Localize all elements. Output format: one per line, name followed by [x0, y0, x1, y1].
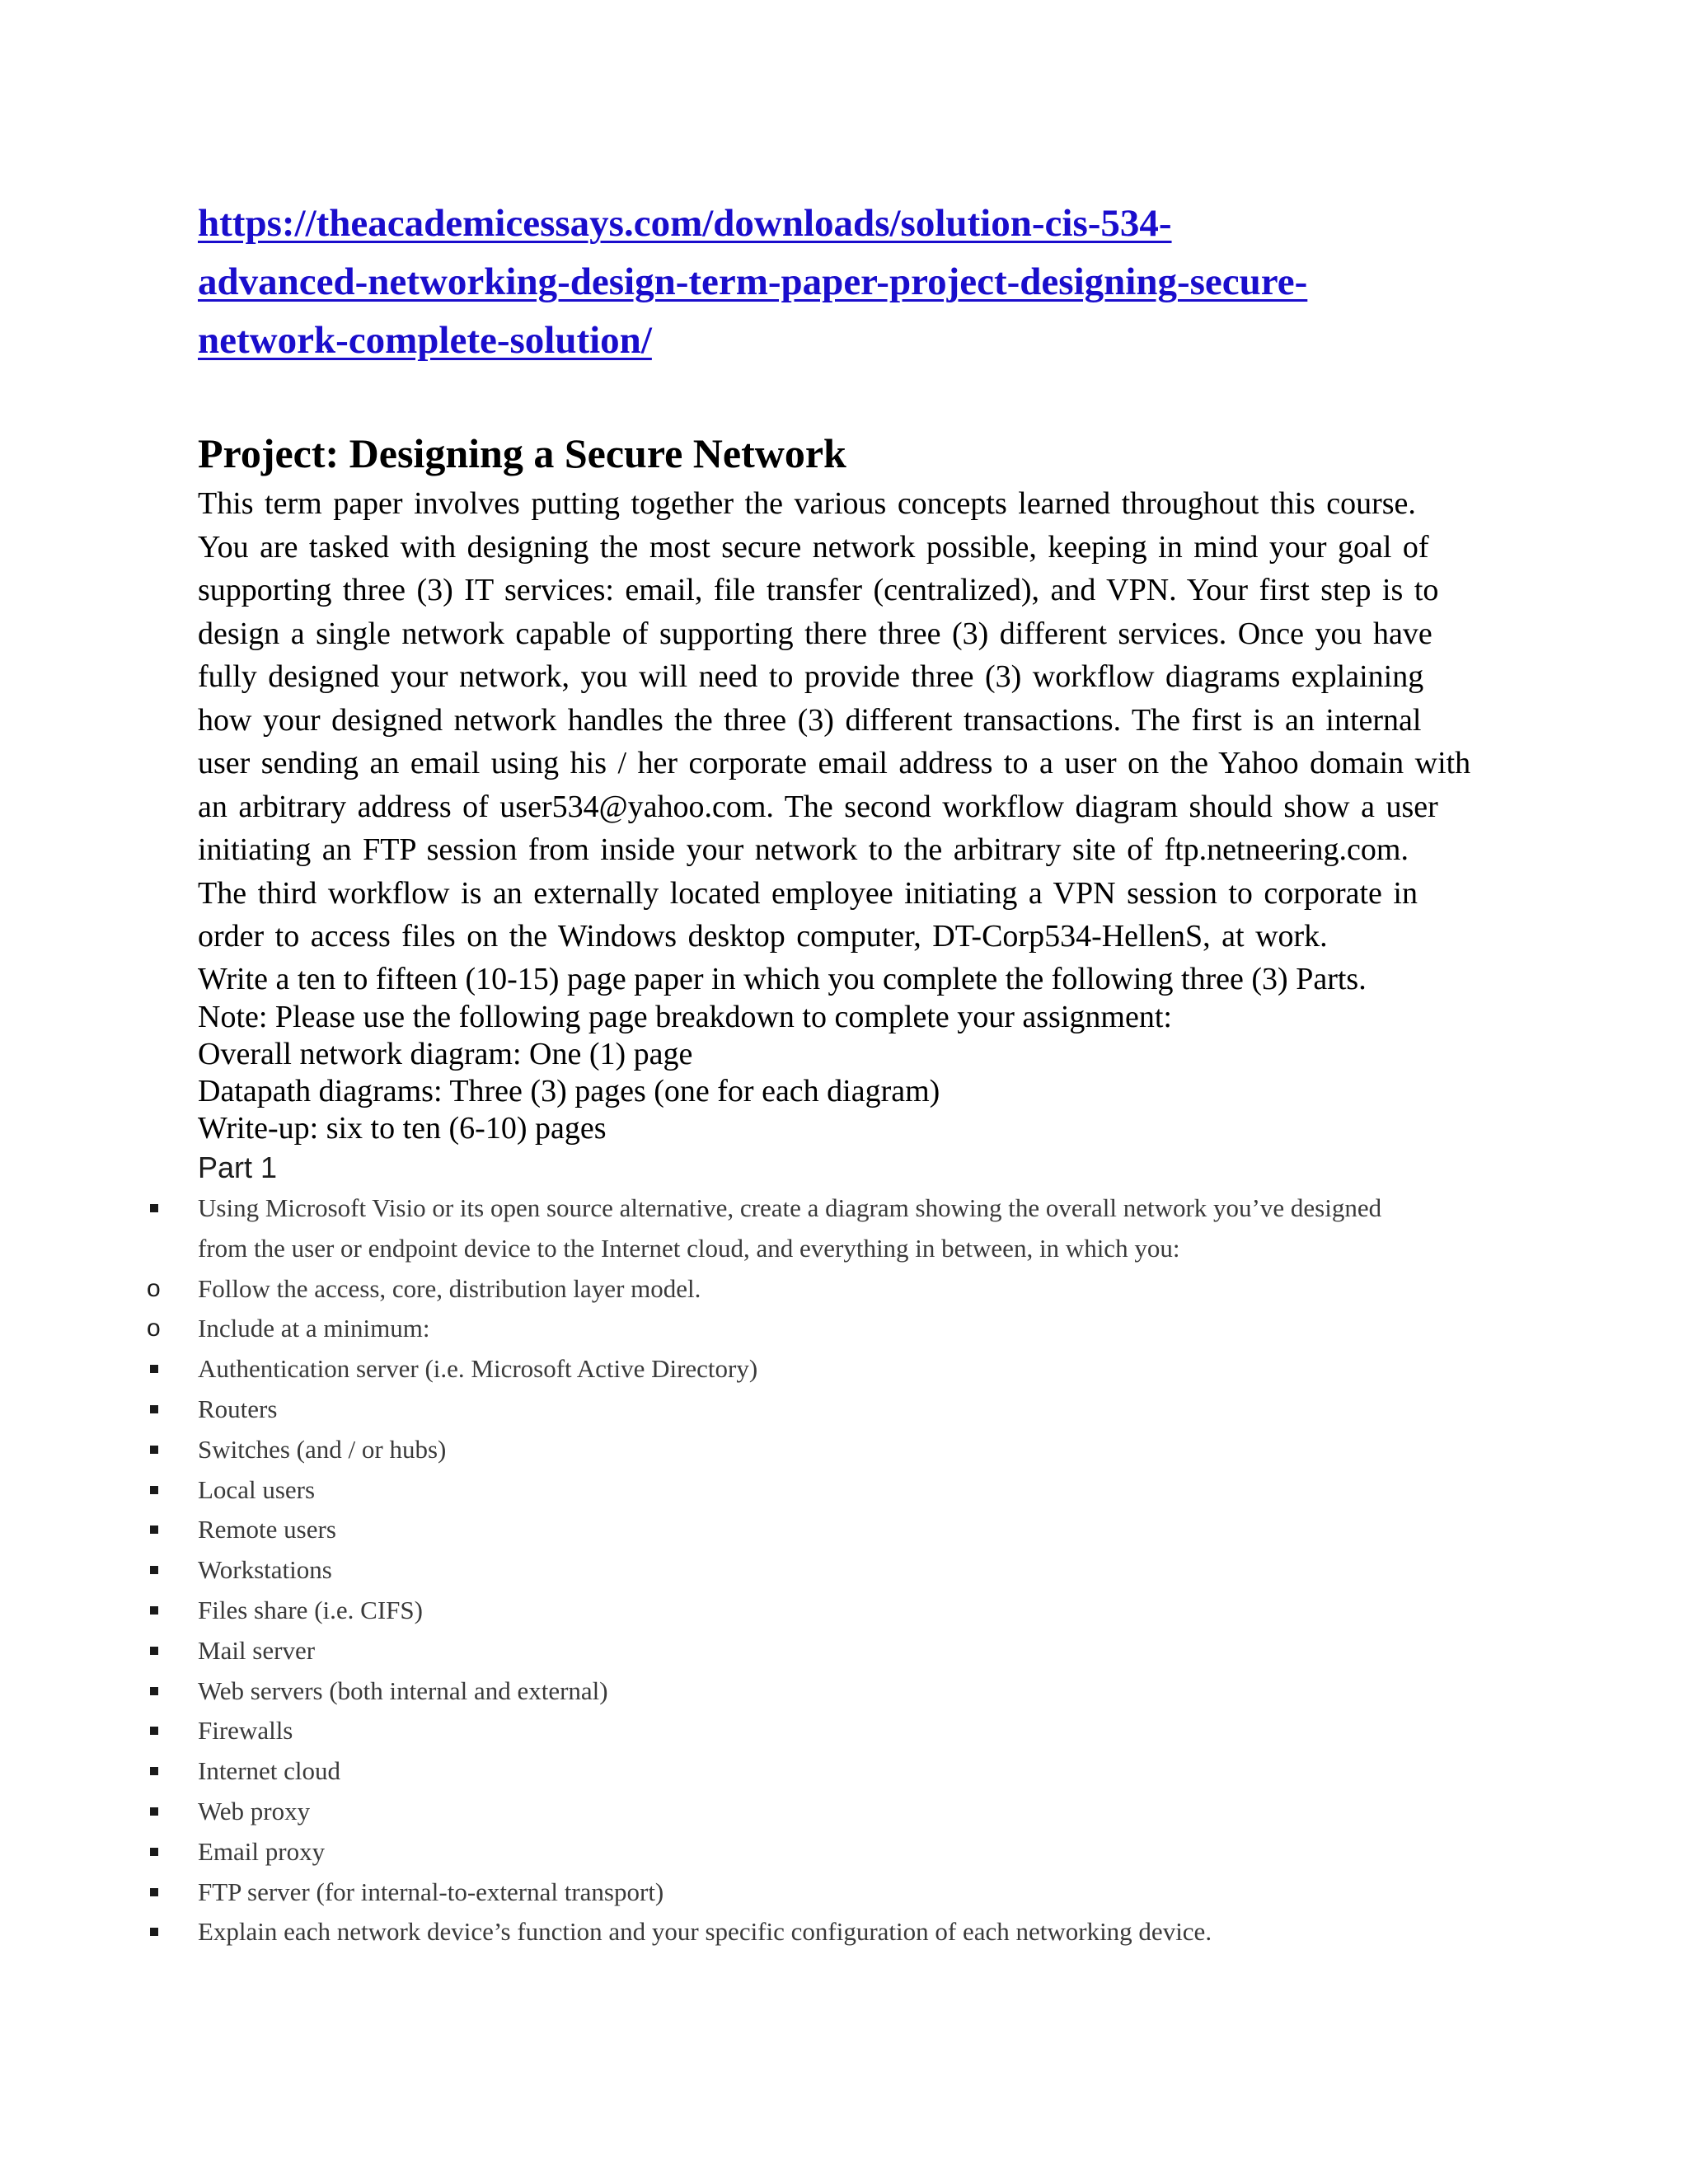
instruction-line: Overall network diagram: One (1) page: [198, 1037, 693, 1071]
list-item-text: Routers: [198, 1394, 278, 1423]
square-bullet-icon: [150, 1807, 158, 1816]
list-item-text: Firewalls: [198, 1716, 293, 1746]
list-item-text: Follow the access, core, distribution layer model.: [198, 1273, 701, 1303]
paragraph-line: fully designed your network, you will need to provide three (3) workflow diagrams explaining: [198, 659, 1424, 694]
square-bullet-icon: [150, 1687, 158, 1695]
instruction-line: Note: Please use the following page breakdown to complete your assignment:: [198, 1000, 1172, 1034]
square-bullet-icon: [150, 1848, 158, 1856]
square-bullet-icon: [150, 1647, 158, 1655]
list-item-text: Mail server: [198, 1635, 316, 1665]
list-item-text: Explain each network device’s function and your specific configuration of each networking device.: [198, 1917, 1212, 1947]
square-bullet-icon: [150, 1566, 158, 1574]
list-item-text: Email proxy: [198, 1836, 326, 1866]
square-bullet-icon: [150, 1204, 158, 1212]
intro-paragraph: [198, 482, 1484, 958]
square-bullet-icon: [150, 1365, 158, 1373]
list-item-text: Web servers (both internal and external): [198, 1675, 608, 1705]
paragraph-line: The third workflow is an externally located employee initiating a VPN session to corporate in: [198, 875, 1418, 911]
circle-bullet-icon: o: [147, 1315, 161, 1343]
square-bullet-icon: [150, 1486, 158, 1494]
paragraph-line: how your designed network handles the three (3) different transactions. The first is an internal: [198, 702, 1422, 738]
project-heading: Project: Designing a Secure Network: [198, 430, 846, 476]
source-url-line-2: advanced-networking-design-term-paper-project-designing-secure-: [198, 260, 1308, 303]
list-item-text: Workstations: [198, 1555, 332, 1585]
part-1-label: Part 1: [198, 1151, 278, 1184]
paragraph-line: user sending an email using his / her corporate email address to a user on the Yahoo domain with: [198, 746, 1471, 780]
list-item-text: Local users: [198, 1474, 316, 1504]
square-bullet-icon: [150, 1405, 158, 1413]
paragraph-line: order to access files on the Windows desktop computer, DT-Corp534-HellenS, at work.: [198, 919, 1328, 954]
list-item-text: Switches (and / or hubs): [198, 1434, 447, 1464]
square-bullet-icon: [150, 1888, 158, 1896]
paragraph-line: supporting three (3) IT services: email, file transfer (centralized), and VPN. Your first step is to: [198, 573, 1439, 607]
paragraph-line: design a single network capable of supporting there three (3) different services. Once you have: [198, 616, 1432, 651]
square-bullet-icon: [150, 1606, 158, 1615]
square-bullet-icon: [150, 1526, 158, 1534]
paragraph-line: You are tasked with designing the most secure network possible, keeping in mind your goal of: [198, 529, 1429, 565]
paragraph-line: initiating an FTP session from inside your network to the arbitrary site of ftp.netneering.com.: [198, 832, 1409, 867]
list-item-text: Include at a minimum:: [198, 1314, 430, 1343]
circle-bullet-icon: o: [147, 1274, 161, 1302]
list-item-text: Remote users: [198, 1515, 336, 1544]
source-url-link[interactable]: [198, 194, 1500, 370]
source-url-line-1: https://theacademicessays.com/downloads/solution-cis-534-: [198, 202, 1172, 245]
list-item-text: Internet cloud: [198, 1756, 341, 1786]
list-item-text-continued: from the user or endpoint device to the Internet cloud, and everything in between, in which you:: [198, 1233, 1180, 1263]
list-item-text: FTP server (for internal-to-external transport): [198, 1877, 664, 1906]
assignment-instructions: [198, 959, 1367, 1147]
square-bullet-icon: [150, 1928, 158, 1936]
list-item-text: Authentication server (i.e. Microsoft Active Directory): [198, 1354, 758, 1384]
list-item-text: Using Microsoft Visio or its open source alternative, create a diagram showing the overall network you’ve designed: [198, 1193, 1382, 1222]
list-item-text: Files share (i.e. CIFS): [198, 1595, 423, 1624]
square-bullet-icon: [150, 1446, 158, 1454]
paragraph-line: an arbitrary address of user534@yahoo.com. The second workflow diagram should show a user: [198, 789, 1438, 824]
paragraph-line: This term paper involves putting together the various concepts learned throughout this course.: [198, 486, 1416, 521]
source-url-line-3: network-complete-solution/: [198, 319, 652, 362]
instruction-line: Write-up: six to ten (6-10) pages: [198, 1111, 607, 1146]
list-item-text: Web proxy: [198, 1796, 311, 1825]
instruction-line: Datapath diagrams: Three (3) pages (one for each diagram): [198, 1074, 940, 1108]
instruction-line: Write a ten to fifteen (10-15) page paper in which you complete the following three (3) Parts.: [198, 962, 1367, 996]
square-bullet-icon: [150, 1767, 158, 1775]
square-bullet-icon: [150, 1727, 158, 1735]
